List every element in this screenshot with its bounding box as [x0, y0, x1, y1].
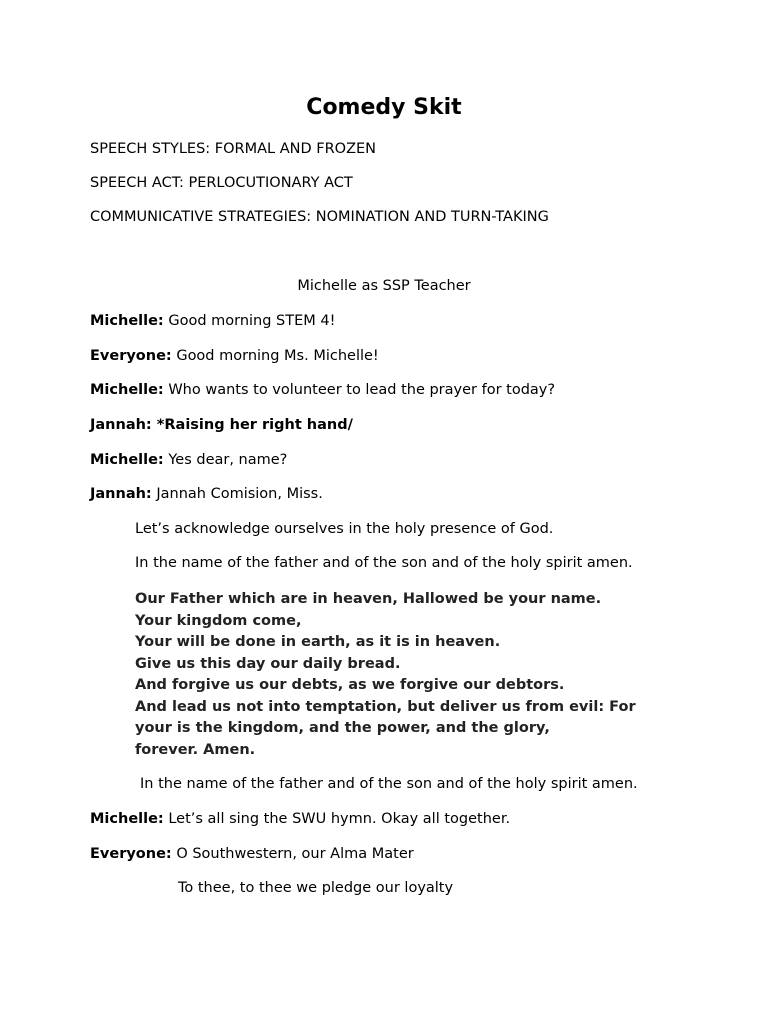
speaker-name: Everyone: [90, 348, 172, 364]
prayer-line: Your will be done in earth, as it is in heaven. [135, 634, 501, 650]
strategies-heading: COMMUNICATIVE STRATEGIES: NOMINATION AND TURN-TAKING [90, 209, 549, 225]
dialogue-text: O Southwestern, our Alma Mater [171, 846, 414, 862]
prayer-line: your is the kingdom, and the power, and the glory, [135, 720, 550, 736]
prayer-line: forever. Amen. [135, 741, 256, 758]
sign-of-cross-line: In the name of the father and of the son and of the holy spirit amen. [140, 776, 638, 792]
dialogue-text: Who wants to volunteer to lead the prayer for today? [163, 382, 556, 398]
prayer-line: And lead us not into temptation, but deliver us from evil: For [135, 698, 636, 715]
speaker-name: Michelle: [90, 811, 164, 827]
dialogue-text: Yes dear, name? [163, 452, 288, 468]
dialogue-line [90, 810, 510, 828]
sign-of-cross-line: In the name of the father and of the son and of the holy spirit amen. [135, 555, 633, 571]
dialogue-line [90, 451, 287, 469]
hymn-line: To thee, to thee we pledge our loyalty [178, 880, 454, 896]
speech-act-heading: SPEECH ACT: PERLOCUTIONARY ACT [90, 175, 353, 191]
dialogue-text: *Raising her right hand/ [151, 417, 353, 433]
dialogue-line [90, 312, 335, 330]
prayer-line: Our Father which are in heaven, Hallowed be your name. [135, 591, 602, 607]
dialogue-text: Good morning STEM 4! [163, 313, 336, 329]
dialogue-line [90, 347, 379, 365]
prayer-line: Give us this day our daily bread. [135, 655, 401, 672]
scene-title: Michelle as SSP Teacher [297, 278, 471, 294]
dialogue-text: Jannah Comision, Miss. [151, 486, 323, 502]
acknowledge-line: Let’s acknowledge ourselves in the holy presence of God. [135, 521, 554, 537]
speaker-name: Everyone: [90, 846, 172, 862]
dialogue-line [90, 416, 353, 434]
prayer-line: Your kingdom come, [135, 612, 302, 629]
speaker-name: Michelle: [90, 313, 164, 329]
speaker-name: Jannah: [90, 417, 152, 433]
dialogue-line [90, 845, 414, 863]
dialogue-text: Let’s all sing the SWU hymn. Okay all together. [163, 811, 511, 827]
document-title: Comedy Skit [306, 95, 462, 120]
speaker-name: Jannah: [90, 486, 152, 502]
prayer-line: And forgive us our debts, as we forgive our debtors. [135, 677, 565, 693]
dialogue-text: Good morning Ms. Michelle! [171, 348, 379, 364]
speaker-name: Michelle: [90, 452, 164, 468]
speaker-name: Michelle: [90, 382, 164, 398]
dialogue-line [90, 381, 555, 399]
dialogue-line [90, 485, 323, 503]
prayer-block [135, 589, 636, 761]
speech-styles-heading: SPEECH STYLES: FORMAL AND FROZEN [90, 141, 377, 157]
